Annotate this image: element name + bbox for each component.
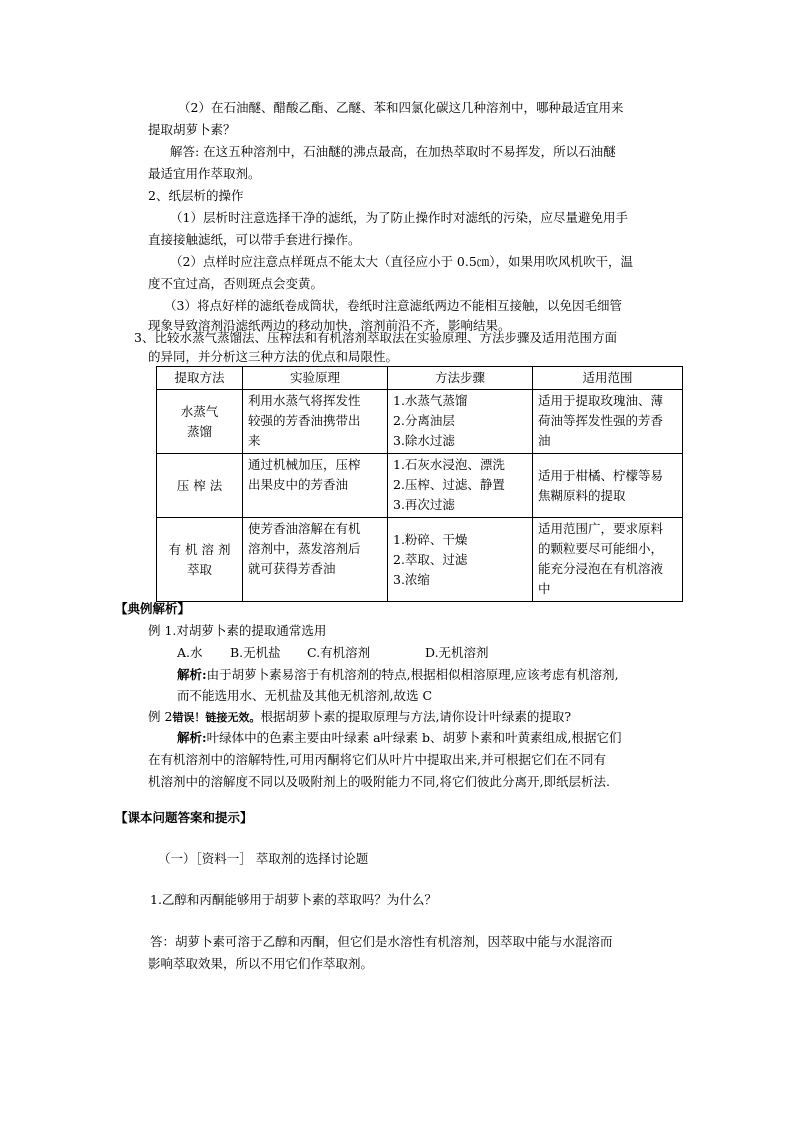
q2-answer-line1: 解答: 在这五种溶剂中，石油醚的沸点最高，在加热萃取时不易挥发，所以石油醚	[170, 144, 616, 159]
table-row	[157, 518, 683, 602]
cell-text: 较强的芳香油携带出	[248, 413, 361, 428]
section2-p2-line2: 度不宜过高，否则斑点会变黄。	[148, 276, 324, 291]
cell-steps	[388, 390, 533, 454]
example1-question: 例 1.对胡萝卜素的提取通常选用	[148, 623, 327, 638]
cell-method	[157, 454, 243, 518]
section2-title: 2、纸层析的操作	[148, 188, 244, 203]
example2-answer-line3: 机溶剂中的溶解度不同以及吸附剂上的吸附能力不同,将它们彼此分离开,即纸层析法.	[148, 774, 610, 789]
cell-text: 的颗粒要尽可能细小，	[538, 541, 664, 556]
cell-method	[157, 518, 243, 602]
analysis-label: 解析:	[177, 730, 207, 745]
example1-answer-line1	[177, 665, 619, 685]
cell-text: 能充分浸泡在有机溶液	[538, 561, 664, 576]
cell-text: 适用范围广，要求原料	[538, 521, 664, 536]
cell-text: 使芳香油溶解在有机	[248, 521, 361, 536]
cell-text: 来	[248, 433, 261, 448]
cell-text: 2.压榨、过滤、静置	[393, 477, 505, 492]
cell-principle	[243, 454, 388, 518]
cell-scope	[533, 454, 683, 518]
textbook-answer-line2: 影响萃取效果，所以不用它们作萃取剂。	[148, 956, 374, 971]
cell-text: 1.水蒸气蒸馏	[393, 393, 468, 408]
table-row	[157, 390, 683, 454]
cell-principle	[243, 390, 388, 454]
cell-text: 压 榨 法	[176, 477, 223, 493]
example2-text: 根据胡萝卜素的提取原理与方法,请你设计叶绿素的提取?	[260, 709, 572, 724]
cell-scope	[533, 390, 683, 454]
comparison-table	[156, 366, 683, 602]
analysis-text: 由于胡萝卜素易溶于有机溶剂的特点,根据相似相溶原理,应该考虑有机溶剂,	[206, 667, 619, 682]
section2-p1-line2: 直接接触滤纸，可以带手套进行操作。	[148, 232, 361, 247]
cell-method	[157, 390, 243, 454]
cell-text: 1.石灰水浸泡、漂洗	[393, 457, 505, 472]
header-scope: 适用范围	[533, 367, 683, 390]
table-header-row	[157, 367, 683, 390]
section3-line2: 的异同，并分析这三种方法的优点和局限性。	[148, 349, 399, 364]
cell-scope	[533, 518, 683, 602]
section2-p2-line1: （2）点样时应注意点样斑点不能太大（直径应小于 0.5㎝），如果用吹风机吹干，温	[170, 254, 634, 269]
examples-heading: 【典例解析】	[115, 601, 191, 616]
cell-text: 就可获得芳香油	[248, 561, 336, 576]
broken-link-error: 错误！链接无效。	[172, 711, 261, 724]
header-method: 提取方法	[157, 367, 243, 390]
cell-text: 焦糊原料的提取	[538, 487, 626, 503]
q2-line1: （2）在石油醚、醋酸乙酯、乙醚、苯和四氯化碳这几种溶剂中，哪种最适宜用来	[178, 100, 624, 115]
example1-option-c: C.有机溶剂	[307, 645, 371, 660]
textbook-heading: 【课本问题答案和提示】	[115, 810, 253, 825]
cell-text: 1.粉碎、干燥	[393, 531, 468, 547]
section2-p1-line1: （1）层析时注意选择干净的滤纸，为了防止操作时对滤纸的污染，应尽量避免用手	[170, 210, 628, 225]
cell-steps	[388, 518, 533, 602]
cell-principle	[243, 518, 388, 602]
example1-option-a: A.水	[177, 645, 203, 660]
cell-text: 3.再次过滤	[393, 497, 455, 512]
section3-line1: 3、比较水蒸气蒸馏法、压榨法和有机溶剂萃取法在实验原理、方法步骤及适用范围方面	[134, 330, 617, 345]
cell-text: 2.分离油层	[393, 413, 455, 428]
cell-steps	[388, 454, 533, 518]
example2-prefix: 例 2	[148, 709, 173, 724]
cell-text: 蒸馏	[186, 423, 212, 439]
example1-option-b: B.无机盐	[230, 645, 281, 660]
cell-text: 中	[538, 581, 551, 596]
cell-text: 适用于柑橘、柠檬等易	[538, 467, 664, 483]
cell-text: 适用于提取玫瑰油、薄	[538, 393, 664, 408]
header-principle: 实验原理	[243, 367, 388, 390]
table-row	[157, 454, 683, 518]
example2-answer-line1	[177, 728, 622, 748]
analysis-label: 解析:	[177, 667, 207, 682]
textbook-subheading: （一）［资料一］ 萃取剂的选择讨论题	[158, 851, 369, 866]
cell-text: 利用水蒸气将挥发性	[248, 393, 361, 408]
textbook-question1: 1.乙醇和丙酮能够用于胡萝卜素的萃取吗？为什么？	[150, 892, 437, 907]
cell-text: 溶剂中，蒸发溶剂后	[248, 541, 361, 556]
example2-question	[148, 707, 571, 728]
example2-answer-line2: 在有机溶剂中的溶解特性,可用丙酮将它们从叶片中提取出来,并可根据它们在不同有	[148, 752, 606, 767]
cell-text: 3.除水过滤	[393, 433, 455, 448]
cell-text: 水蒸气	[180, 403, 219, 419]
example1-option-d: D.无机溶剂	[425, 645, 489, 660]
cell-text: 2.萃取、过滤	[393, 551, 468, 567]
q2-answer-line2: 最适宜用作萃取剂。	[148, 166, 261, 181]
cell-text: 油	[538, 433, 551, 448]
cell-text: 有 机 溶 剂	[168, 541, 231, 557]
analysis-text: 叶绿体中的色素主要由叶绿素 a叶绿素 b、胡萝卜素和叶黄素组成,根据它们	[206, 730, 622, 745]
example1-answer-line2: 而不能选用水、无机盐及其他无机溶剂,故选 C	[177, 688, 433, 703]
cell-text: 荷油等挥发性强的芳香	[538, 413, 664, 428]
section2-p3-line2: 现象导致溶剂沿滤纸两边的移动加快，溶剂前沿不齐，影响结果。	[148, 318, 511, 333]
textbook-answer-line1: 答：胡萝卜素可溶于乙醇和丙酮，但它们是水溶性有机溶剂，因萃取中能与水混溶而	[150, 934, 613, 949]
cell-text: 通过机械加压，压榨	[248, 457, 361, 472]
header-steps: 方法步骤	[388, 367, 533, 390]
cell-text: 萃取	[186, 561, 212, 577]
section2-p3-line1: （3）将点好样的滤纸卷成筒状，卷纸时注意滤纸两边不能相互接触，以免因毛细管	[164, 298, 622, 313]
cell-text: 出果皮中的芳香油	[248, 477, 349, 492]
cell-text: 3.浓缩	[393, 571, 430, 587]
q2-line2: 提取胡萝卜素？	[148, 122, 236, 137]
